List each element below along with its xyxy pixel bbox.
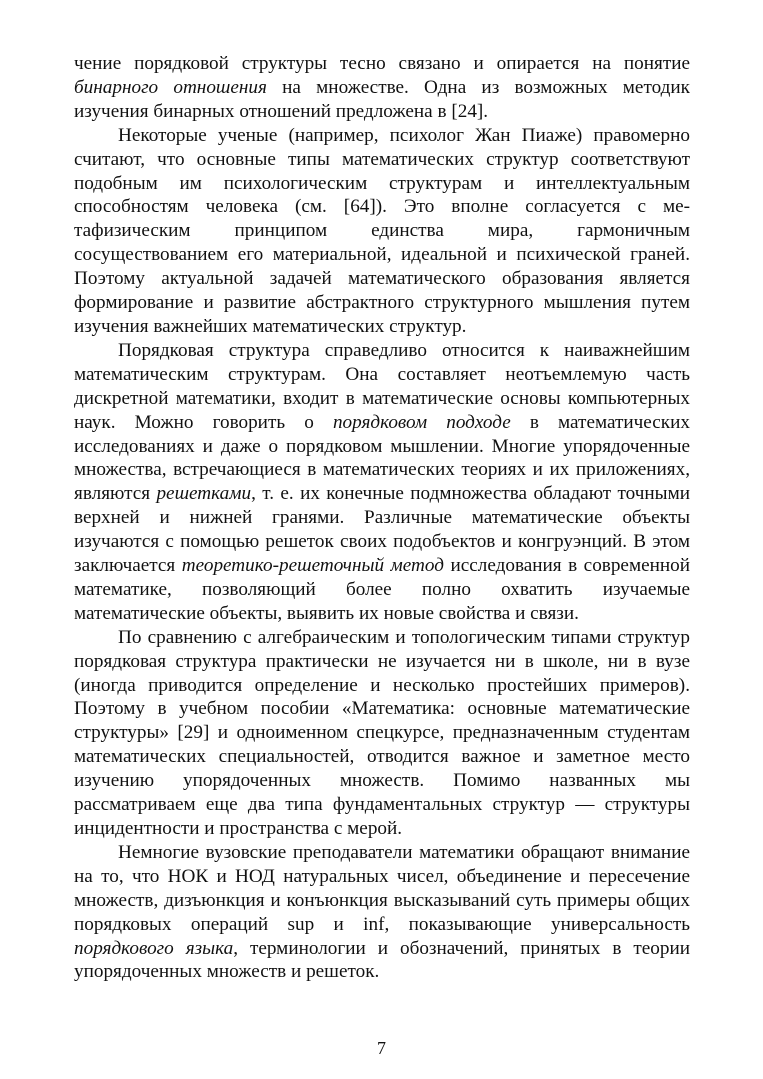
paragraph-1-text-end: на множестве. Одна из возможных методик изучения бинарных отношений предложена в [24]. xyxy=(74,76,690,122)
paragraph-5 xyxy=(74,841,690,984)
paragraph-2 xyxy=(74,124,690,339)
paragraph-3-text-c: , т. е. их конечные подмножества обладают точными верхней и нижней гранями. Различные математические объекты изучаются с помощью решеток своих подобъектов и конгруэнций. В этом заключается xyxy=(74,483,690,577)
term-lattices: решетками xyxy=(156,483,252,505)
paragraph-1 xyxy=(74,52,690,124)
paragraph-5-text-a: Немногие вузовские преподаватели математики обращают внимание на то, что НОК и НОД натуральных чисел, объединение и пересечение множеств, дизъюнкция и конъюнкция высказываний суть примеры общих порядковых операций sup и inf, показывающие универсальность xyxy=(74,841,690,935)
paragraph-3-text-a: Порядковая структура справедливо относится к наиважнейшим математическим структурам. Она составляет неотъемлемую часть дискретной математики, входит в математические основы компьютерных наук. Можно говорить о xyxy=(74,339,690,433)
page-number: 7 xyxy=(377,1038,386,1058)
term-binary-relation: бинарного отношения xyxy=(74,76,267,98)
paragraph-3 xyxy=(74,339,690,626)
term-order-approach: порядковом подходе xyxy=(332,411,511,433)
paragraph-1-text: чение порядковой структуры тесно связано и опирается на понятие xyxy=(74,53,690,74)
paragraph-3-text-d: исследования в современной математике, позволяющий более полно охватить изучаемые математические объекты, выявить их новые свойства и связи. xyxy=(74,555,691,624)
paragraph-4 xyxy=(74,626,690,841)
paragraph-4-text: По сравнению с алгебраическим и топологическим типами структур порядковая структура практически не изучается ни в школе, ни в вузе (иногда приводится определение и несколько простейших примеров). Поэтому в учебном пособии «Математика: основные математические структуры» [29] и одноименном спецкурсе, предназначенным студентам математических специальностей, отводится важное и заметное место изучению упорядоченных множеств. Помимо названных мы рассматриваем еще два типа фундаментальных структур — структуры инцидентности и пространства с мерой. xyxy=(74,626,690,839)
paragraph-3-text-b: в математических исследованиях и даже о порядковом мышлении. Многие упорядоченные множества, встречающиеся в математических теориях и их приложениях, являются xyxy=(74,411,690,505)
term-lattice-method: теоретико-решеточный метод xyxy=(181,555,444,577)
page-body xyxy=(74,52,690,984)
term-order-language: порядкового языка xyxy=(74,937,234,959)
paragraph-2-text: Некоторые ученые (например, психолог Жан Пиаже) правомерно считают, что основные типы математических структур соответствуют подобным им психологическим структурам и интеллектуальным способностям человека (см. [64]). Это вполне согласуется с метафизическим принципом единства мира, гармоничным сосуществованием его материальной, идеальной и психической граней. Поэтому актуальной задачей математического образования является формирование и развитие абстрактного структурного мышления путем изучения важнейших математических структур. xyxy=(74,124,690,337)
paragraph-5-text-b: , терминологии и обозначений, принятых в теории упорядоченных множеств и решеток. xyxy=(74,937,690,983)
